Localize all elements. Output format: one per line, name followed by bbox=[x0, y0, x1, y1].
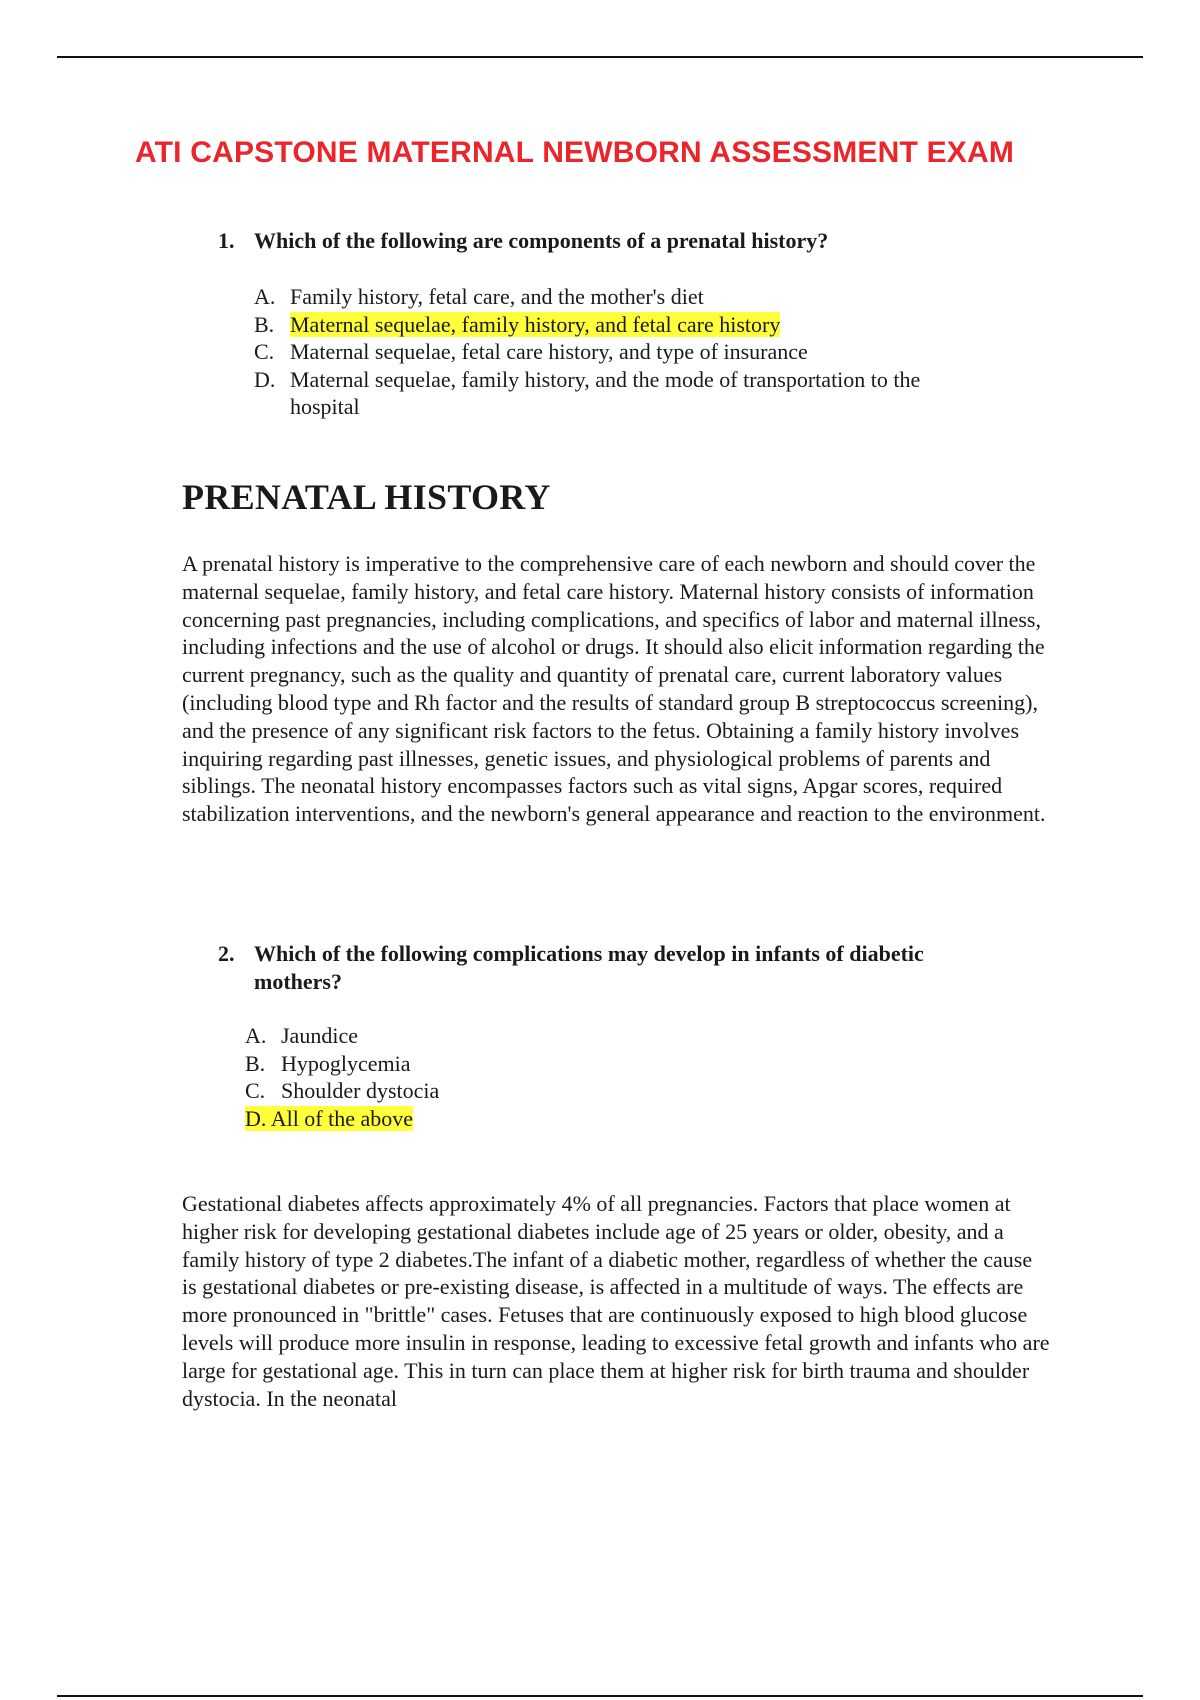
option-text: All of the above bbox=[270, 1105, 414, 1131]
option-b bbox=[254, 311, 994, 339]
question-1-options bbox=[254, 283, 994, 421]
section-paragraph: A prenatal history is imperative to the comprehensive care of each newborn and should cover the maternal sequelae, family history, and fetal care history. Maternal history consists of information concerning past pregnancies, including complications, and specifics of labor and maternal illness, including infections and the use of alcohol or drugs. It should also elicit information regarding the current pregnancy, such as the quality and quantity of prenatal care, current laboratory values (including blood type and Rh factor and the results of standard group B streptococcus screening), and the presence of any significant risk factors to the fetus. Obtaining a family history involves inquiring regarding past illnesses, genetic issues, and physiological problems of parents and siblings. The neonatal history encompasses factors such as vital signs, Apgar scores, required stabilization interventions, and the newborn's general appearance and reaction to the environment. bbox=[182, 551, 1046, 827]
question-2-options bbox=[245, 1022, 745, 1132]
question-1 bbox=[218, 227, 978, 255]
option-letter: A. bbox=[245, 1023, 267, 1048]
option-letter: A. bbox=[254, 284, 276, 309]
option-text: Maternal sequelae, fetal care history, and type of insurance bbox=[290, 339, 808, 364]
bottom-rule bbox=[57, 1695, 1143, 1697]
option-d bbox=[254, 366, 994, 421]
question-2 bbox=[218, 940, 938, 996]
option-text-highlighted: Maternal sequelae, family history, and fetal care history bbox=[290, 311, 781, 337]
option-letter: D. bbox=[245, 1105, 267, 1131]
question-number: 2. bbox=[218, 941, 235, 966]
option-d bbox=[245, 1105, 745, 1133]
section-heading: PRENATAL HISTORY bbox=[182, 477, 551, 517]
option-text: Jaundice bbox=[281, 1023, 358, 1048]
question-text: Which of the following are components of a prenatal history? bbox=[254, 228, 829, 253]
option-letter: C. bbox=[245, 1078, 266, 1103]
option-a bbox=[245, 1022, 745, 1050]
option-a bbox=[254, 283, 994, 311]
document-title: ATI CAPSTONE MATERNAL NEWBORN ASSESSMENT EXAM bbox=[135, 136, 1015, 169]
option-letter: B. bbox=[245, 1050, 266, 1076]
option-text: Shoulder dystocia bbox=[281, 1078, 440, 1103]
option-text-highlighted bbox=[245, 1106, 413, 1131]
option-letter: B. bbox=[254, 311, 275, 337]
option-b bbox=[245, 1050, 745, 1078]
question-text: Which of the following complications may develop in infants of diabetic mothers? bbox=[254, 941, 924, 994]
option-letter: D. bbox=[254, 366, 276, 392]
option-c bbox=[245, 1077, 745, 1105]
question-number: 1. bbox=[218, 228, 235, 253]
option-text: Hypoglycemia bbox=[281, 1050, 411, 1076]
option-text: Family history, fetal care, and the mother's diet bbox=[290, 284, 704, 309]
top-rule bbox=[57, 56, 1143, 58]
option-letter: C. bbox=[254, 339, 275, 364]
option-text: Maternal sequelae, family history, and the mode of transportation to the hospital bbox=[290, 366, 921, 419]
option-c bbox=[254, 338, 994, 366]
explanation-paragraph: Gestational diabetes affects approximately 4% of all pregnancies. Factors that place women at higher risk for developing gestational diabetes include age of 25 years or older, obesity, and a family history of type 2 diabetes.The infant of a diabetic mother, regardless of whether the cause is gestational diabetes or pre-existing disease, is affected in a multitude of ways. The effects are more pronounced in "brittle" cases. Fetuses that are continuously exposed to high blood glucose levels will produce more insulin in response, leading to excessive fetal growth and infants who are large for gestational age. This in turn can place them at higher risk for birth trauma and shoulder dystocia. In the neonatal bbox=[182, 1191, 1050, 1411]
